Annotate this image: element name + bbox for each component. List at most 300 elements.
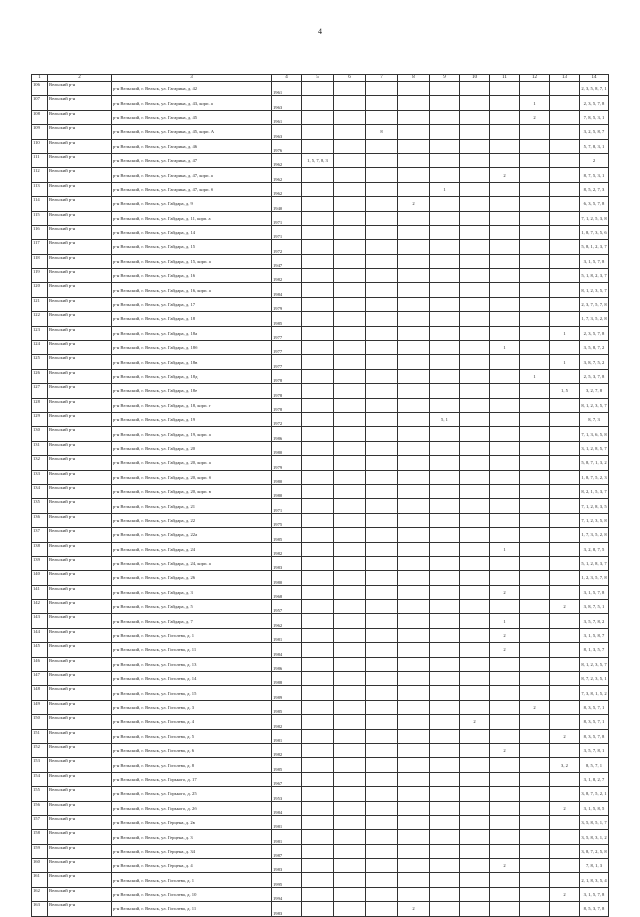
table-cell xyxy=(302,384,334,398)
table-cell xyxy=(398,297,430,311)
table-row xyxy=(32,686,609,700)
table-cell xyxy=(366,153,398,167)
table-cell: р-н Вельский, г. Вельск, ул. Гайдара, д. 15, корп. а xyxy=(112,254,272,268)
table-cell xyxy=(334,643,366,657)
table-cell xyxy=(430,470,460,484)
table-cell xyxy=(520,182,550,196)
table-cell xyxy=(398,787,430,801)
table-cell: Вельский р-н xyxy=(48,384,112,398)
column-header: 3 xyxy=(112,75,272,82)
table-row xyxy=(32,197,609,211)
table-cell: 2 xyxy=(398,197,430,211)
table-cell xyxy=(430,815,460,829)
table-cell xyxy=(398,528,430,542)
table-cell xyxy=(550,139,580,153)
table-cell: 133 xyxy=(32,470,48,484)
table-cell xyxy=(366,657,398,671)
table-cell xyxy=(302,139,334,153)
table-cell xyxy=(430,772,460,786)
table-cell xyxy=(550,125,580,139)
table-cell xyxy=(302,484,334,498)
table-cell xyxy=(398,672,430,686)
table-cell xyxy=(366,211,398,225)
table-cell xyxy=(430,139,460,153)
table-cell xyxy=(430,686,460,700)
table-cell xyxy=(366,297,398,311)
table-cell: 156 xyxy=(32,801,48,815)
table-cell xyxy=(398,82,430,96)
table-cell xyxy=(550,614,580,628)
table-cell xyxy=(366,902,398,916)
table-cell xyxy=(302,628,334,642)
table-cell xyxy=(460,139,490,153)
table-cell xyxy=(520,225,550,239)
table-cell: 163 xyxy=(32,902,48,916)
table-cell xyxy=(334,211,366,225)
table-cell xyxy=(460,600,490,614)
column-header: 12 xyxy=(520,75,550,82)
table-cell xyxy=(398,384,430,398)
table-cell: 5, 8, 1, 2, 3, 7 xyxy=(580,240,609,254)
table-row xyxy=(32,672,609,686)
table-cell xyxy=(366,225,398,239)
table-cell xyxy=(520,614,550,628)
table-cell xyxy=(550,772,580,786)
table-cell xyxy=(550,571,580,585)
table-cell xyxy=(334,269,366,283)
table-cell xyxy=(460,772,490,786)
table-cell xyxy=(490,686,520,700)
table-cell xyxy=(302,369,334,383)
table-cell xyxy=(490,398,520,412)
table-row xyxy=(32,528,609,542)
table-cell xyxy=(334,369,366,383)
table-cell: 3, 1, 5, 7, 8 xyxy=(580,887,609,901)
table-cell xyxy=(460,556,490,570)
table-cell: 1981 xyxy=(272,815,302,829)
table-cell xyxy=(430,384,460,398)
table-cell xyxy=(302,600,334,614)
table-cell xyxy=(550,830,580,844)
table-row xyxy=(32,355,609,369)
table-cell xyxy=(490,182,520,196)
table-cell: 158 xyxy=(32,830,48,844)
table-cell xyxy=(460,513,490,527)
table-cell xyxy=(302,456,334,470)
table-cell xyxy=(334,772,366,786)
table-cell xyxy=(430,283,460,297)
table-cell: 8, 1, 3, 5, 7 xyxy=(580,643,609,657)
table-cell xyxy=(302,283,334,297)
table-cell: р-н Вельский, г. Вельск, ул. Герцена, д. 34 xyxy=(112,844,272,858)
column-header: 8 xyxy=(398,75,430,82)
table-cell xyxy=(430,787,460,801)
table-cell: р-н Вельский, г. Вельск, ул. Гагарина, д. 43, корп. а xyxy=(112,96,272,110)
table-cell: 6, 3, 5, 7, 8 xyxy=(580,197,609,211)
table-cell xyxy=(398,96,430,110)
table-cell xyxy=(366,384,398,398)
table-row xyxy=(32,887,609,901)
data-table xyxy=(31,74,609,917)
table-cell: Вельский р-н xyxy=(48,528,112,542)
table-cell xyxy=(334,513,366,527)
table-cell xyxy=(398,844,430,858)
table-cell xyxy=(520,355,550,369)
table-cell xyxy=(520,441,550,455)
table-cell: Вельский р-н xyxy=(48,427,112,441)
table-cell xyxy=(460,312,490,326)
table-cell: р-н Вельский, г. Вельск, ул. Гайдара, д. 21 xyxy=(112,499,272,513)
table-cell: 1, 7, 3, 5, 2, 8 xyxy=(580,528,609,542)
table-cell xyxy=(334,283,366,297)
table-cell xyxy=(430,484,460,498)
column-header: 2 xyxy=(48,75,112,82)
table-cell: 142 xyxy=(32,600,48,614)
table-cell xyxy=(398,269,430,283)
table-cell xyxy=(398,182,430,196)
table-cell xyxy=(366,398,398,412)
table-cell: Вельский р-н xyxy=(48,254,112,268)
table-cell: 141 xyxy=(32,585,48,599)
table-cell: Вельский р-н xyxy=(48,297,112,311)
table-row xyxy=(32,125,609,139)
table-cell: 1963 xyxy=(272,96,302,110)
table-cell xyxy=(460,830,490,844)
table-cell: Вельский р-н xyxy=(48,772,112,786)
table-cell xyxy=(490,82,520,96)
table-cell xyxy=(398,456,430,470)
table-cell xyxy=(302,125,334,139)
table-cell xyxy=(366,528,398,542)
table-cell xyxy=(460,614,490,628)
table-cell xyxy=(520,556,550,570)
table-cell xyxy=(398,254,430,268)
table-row xyxy=(32,168,609,182)
table-cell: 3, 2, 8, 7, 5 xyxy=(580,542,609,556)
table-cell: 1988 xyxy=(272,672,302,686)
table-row xyxy=(32,283,609,297)
table-cell xyxy=(490,441,520,455)
table-cell xyxy=(302,830,334,844)
table-cell: Вельский р-н xyxy=(48,153,112,167)
table-cell: 122 xyxy=(32,312,48,326)
table-cell: Вельский р-н xyxy=(48,614,112,628)
table-cell xyxy=(334,456,366,470)
table-cell xyxy=(550,225,580,239)
table-cell: Вельский р-н xyxy=(48,283,112,297)
table-cell: р-н Вельский, г. Вельск, ул. Гоголева, д. 14 xyxy=(112,672,272,686)
table-cell: 147 xyxy=(32,672,48,686)
table-cell: 1 xyxy=(520,96,550,110)
table-cell xyxy=(520,787,550,801)
table-cell: 7, 8, 1, 3 xyxy=(580,859,609,873)
table-cell xyxy=(460,369,490,383)
table-cell: 136 xyxy=(32,513,48,527)
table-cell xyxy=(334,700,366,714)
table-row xyxy=(32,643,609,657)
table-cell xyxy=(430,240,460,254)
table-cell xyxy=(490,787,520,801)
table-cell xyxy=(366,441,398,455)
table-cell xyxy=(430,153,460,167)
table-cell xyxy=(334,398,366,412)
table-cell: Вельский р-н xyxy=(48,729,112,743)
table-cell: Вельский р-н xyxy=(48,441,112,455)
table-cell xyxy=(334,859,366,873)
table-cell: Вельский р-н xyxy=(48,412,112,426)
column-header: 14 xyxy=(580,75,609,82)
table-cell: р-н Вельский, г. Вельск, ул. Гайдара, д. 20, корп. а xyxy=(112,456,272,470)
table-cell: Вельский р-н xyxy=(48,571,112,585)
table-cell: 1962 xyxy=(272,182,302,196)
table-cell xyxy=(490,427,520,441)
table-cell xyxy=(334,139,366,153)
table-cell xyxy=(520,600,550,614)
table-cell: 3, 1, 5, 7, 8 xyxy=(580,254,609,268)
table-cell xyxy=(302,513,334,527)
table-cell: 1985 xyxy=(272,528,302,542)
table-cell: р-н Вельский, г. Вельск, ул. Герцена, д. 4 xyxy=(112,859,272,873)
table-cell xyxy=(430,585,460,599)
column-header: 5 xyxy=(302,75,334,82)
table-cell xyxy=(550,398,580,412)
table-cell xyxy=(366,715,398,729)
table-cell xyxy=(550,412,580,426)
table-cell xyxy=(366,844,398,858)
table-cell xyxy=(430,859,460,873)
table-cell xyxy=(490,297,520,311)
table-cell xyxy=(550,269,580,283)
table-cell xyxy=(366,859,398,873)
table-cell: 148 xyxy=(32,686,48,700)
table-cell: 1977 xyxy=(272,326,302,340)
table-cell: 1972 xyxy=(272,240,302,254)
table-cell xyxy=(430,197,460,211)
table-row xyxy=(32,657,609,671)
table-cell xyxy=(520,153,550,167)
table-cell xyxy=(460,168,490,182)
table-cell: 1 xyxy=(490,341,520,355)
table-cell: 140 xyxy=(32,571,48,585)
table-cell xyxy=(398,499,430,513)
table-cell: 1971 xyxy=(272,499,302,513)
table-cell: р-н Вельский, г. Вельск, ул. Гайдара, д. 3 xyxy=(112,585,272,599)
table-cell xyxy=(398,729,430,743)
table-cell: Вельский р-н xyxy=(48,859,112,873)
table-cell xyxy=(460,153,490,167)
table-cell: Вельский р-н xyxy=(48,125,112,139)
table-cell xyxy=(460,82,490,96)
table-cell: 1, 5, 7, 8, 3 xyxy=(302,153,334,167)
table-cell xyxy=(550,859,580,873)
table-cell: 3, 2 xyxy=(550,758,580,772)
table-cell: р-н Вельский, г. Вельск, ул. Гайдара, д. 18б xyxy=(112,341,272,355)
table-cell: 1984 xyxy=(272,283,302,297)
table-cell: 1940 xyxy=(272,197,302,211)
table-cell xyxy=(334,686,366,700)
table-cell: 2 xyxy=(490,168,520,182)
table-cell: Вельский р-н xyxy=(48,643,112,657)
table-cell xyxy=(398,312,430,326)
table-cell: Вельский р-н xyxy=(48,96,112,110)
table-cell xyxy=(366,82,398,96)
table-cell xyxy=(334,110,366,124)
table-cell xyxy=(490,815,520,829)
table-row xyxy=(32,628,609,642)
table-cell xyxy=(334,427,366,441)
table-cell: р-н Вельский, г. Вельск, ул. Гоголева, д. 8 xyxy=(112,758,272,772)
table-cell: 1953 xyxy=(272,787,302,801)
table-cell xyxy=(550,254,580,268)
table-cell xyxy=(302,715,334,729)
table-cell xyxy=(430,427,460,441)
table-row xyxy=(32,312,609,326)
table-cell xyxy=(398,398,430,412)
table-row xyxy=(32,240,609,254)
table-cell: Вельский р-н xyxy=(48,312,112,326)
table-cell xyxy=(366,700,398,714)
table-cell xyxy=(334,614,366,628)
table-cell: 123 xyxy=(32,326,48,340)
table-cell: 121 xyxy=(32,297,48,311)
table-row xyxy=(32,542,609,556)
table-cell: р-н Вельский, г. Вельск, ул. Гайдара, д. 20, корп. в xyxy=(112,484,272,498)
table-cell: 3, 1, 2, 8, 5, 7 xyxy=(580,441,609,455)
table-cell xyxy=(334,815,366,829)
table-cell xyxy=(520,125,550,139)
table-cell xyxy=(366,873,398,887)
table-cell xyxy=(334,355,366,369)
table-cell xyxy=(550,657,580,671)
table-cell xyxy=(550,700,580,714)
table-cell xyxy=(366,484,398,498)
table-cell: 144 xyxy=(32,628,48,642)
table-cell xyxy=(430,743,460,757)
table-cell xyxy=(490,729,520,743)
table-cell xyxy=(430,571,460,585)
table-cell: 3, 5, 7, 8, 2 xyxy=(580,614,609,628)
table-cell: 8, 3, 5, 7, 1 xyxy=(580,700,609,714)
table-cell xyxy=(398,211,430,225)
table-cell: 108 xyxy=(32,110,48,124)
table-cell xyxy=(430,110,460,124)
table-row xyxy=(32,614,609,628)
table-cell xyxy=(334,384,366,398)
table-row xyxy=(32,600,609,614)
table-cell: 2 xyxy=(580,153,609,167)
table-cell xyxy=(334,657,366,671)
table-cell xyxy=(334,628,366,642)
table-cell xyxy=(334,600,366,614)
table-cell: 1995 xyxy=(272,873,302,887)
table-cell: 5, 1 xyxy=(430,412,460,426)
table-cell xyxy=(520,499,550,513)
table-cell: 1989 xyxy=(272,686,302,700)
table-cell xyxy=(460,182,490,196)
table-cell: 3, 2, 7, 8 xyxy=(580,384,609,398)
table-cell xyxy=(366,341,398,355)
table-cell xyxy=(430,125,460,139)
table-cell xyxy=(398,758,430,772)
table-cell: 1981 xyxy=(272,830,302,844)
table-cell xyxy=(334,297,366,311)
table-cell xyxy=(334,125,366,139)
table-cell: Вельский р-н xyxy=(48,470,112,484)
table-cell xyxy=(334,542,366,556)
table-cell xyxy=(302,341,334,355)
table-cell: 2 xyxy=(550,801,580,815)
table-cell xyxy=(398,571,430,585)
table-cell xyxy=(302,168,334,182)
table-cell xyxy=(520,269,550,283)
table-cell: 3, 2, 5, 8, 7 xyxy=(580,125,609,139)
table-cell: Вельский р-н xyxy=(48,700,112,714)
table-cell: 124 xyxy=(32,341,48,355)
table-cell xyxy=(490,125,520,139)
table-cell: 1981 xyxy=(272,729,302,743)
table-cell xyxy=(460,628,490,642)
table-cell xyxy=(490,384,520,398)
table-cell: 1979 xyxy=(272,456,302,470)
table-cell: Вельский р-н xyxy=(48,585,112,599)
table-row xyxy=(32,341,609,355)
table-cell: 2 xyxy=(550,600,580,614)
table-cell xyxy=(334,484,366,498)
table-cell: 1978 xyxy=(272,369,302,383)
table-row xyxy=(32,585,609,599)
table-cell: 111 xyxy=(32,153,48,167)
table-cell xyxy=(490,499,520,513)
table-cell: Вельский р-н xyxy=(48,369,112,383)
table-cell: 1983 xyxy=(272,902,302,916)
table-cell: 3, 5, 8, 7, 2 xyxy=(580,341,609,355)
table-cell: р-н Вельский, г. Вельск, ул. Герцена, д. 2в xyxy=(112,815,272,829)
table-cell: 2, 5, 3, 7, 8 xyxy=(580,369,609,383)
table-cell xyxy=(550,297,580,311)
table-cell xyxy=(460,815,490,829)
table-cell xyxy=(398,168,430,182)
table-cell xyxy=(460,643,490,657)
table-cell xyxy=(334,528,366,542)
table-cell xyxy=(302,82,334,96)
table-cell xyxy=(520,585,550,599)
table-cell: 1, 7, 3, 5, 2, 8 xyxy=(580,312,609,326)
table-cell xyxy=(520,513,550,527)
table-cell xyxy=(302,211,334,225)
table-cell xyxy=(460,844,490,858)
table-cell: 2, 3, 5, 7, 8 xyxy=(580,326,609,340)
table-cell: р-н Вельский, г. Вельск, ул. Гагарина, д. 42 xyxy=(112,82,272,96)
table-cell xyxy=(334,830,366,844)
table-row xyxy=(32,499,609,513)
table-cell xyxy=(302,902,334,916)
table-cell xyxy=(398,600,430,614)
table-row xyxy=(32,211,609,225)
table-cell xyxy=(490,283,520,297)
table-cell xyxy=(430,556,460,570)
table-cell: 162 xyxy=(32,887,48,901)
table-cell xyxy=(490,225,520,239)
table-cell xyxy=(366,815,398,829)
table-cell xyxy=(550,585,580,599)
column-header: 1 xyxy=(32,75,48,82)
column-header: 9 xyxy=(430,75,460,82)
table-cell xyxy=(398,341,430,355)
table-cell: 3, 5, 8, 5, 1, 7 xyxy=(580,815,609,829)
table-cell xyxy=(520,427,550,441)
table-cell: р-н Вельский, г. Вельск, ул. Гайдара, д. 14 xyxy=(112,225,272,239)
table-cell xyxy=(490,887,520,901)
